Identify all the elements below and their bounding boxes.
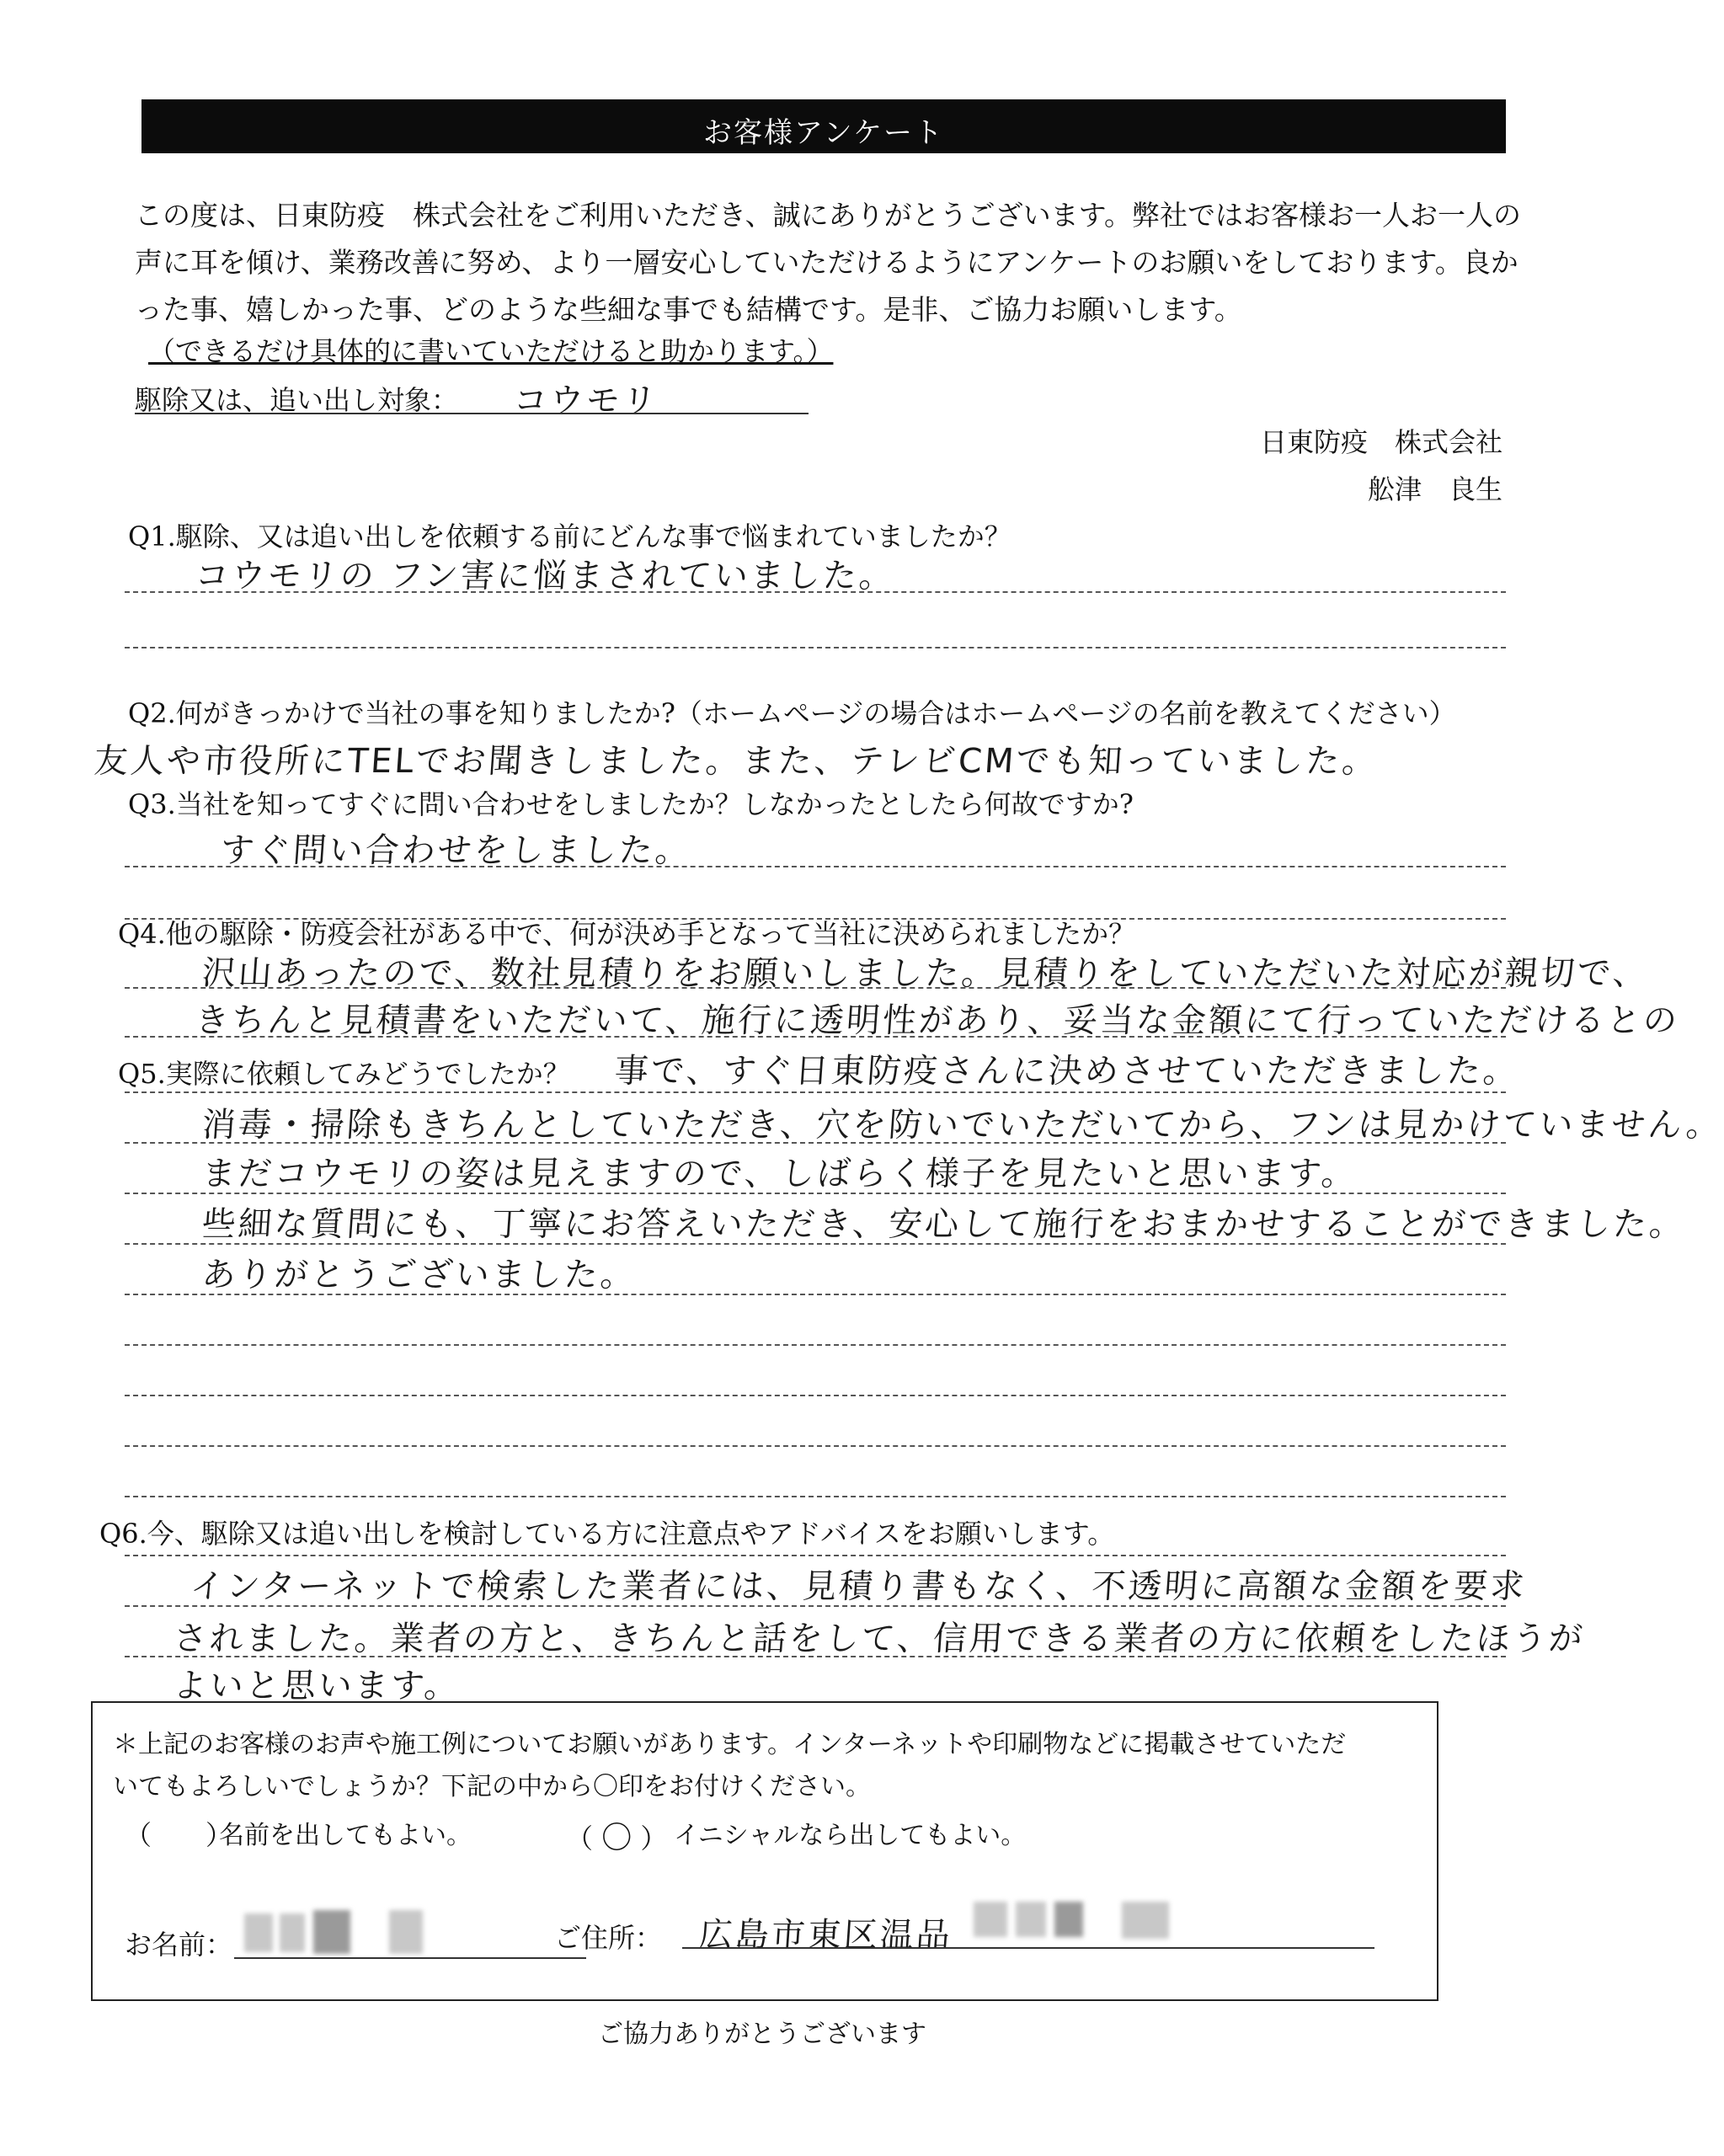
question-3: Q3.当社を知ってすぐに問い合わせをしましたか？しなかったとしたら何故ですか? xyxy=(128,788,1134,820)
answer-line xyxy=(125,1193,1506,1194)
option-name-checkbox[interactable]: （ ） xyxy=(125,1819,233,1851)
answer-line xyxy=(125,1555,1506,1556)
answer-2-line-1: 友人や市役所にTELでお聞きしました。また、テレビCMでも知っていました。 xyxy=(93,742,1380,781)
answer-line xyxy=(125,1294,1506,1295)
answer-line xyxy=(125,1142,1506,1144)
address-value: 広島市東区温品 xyxy=(697,1916,954,1955)
page-title: お客様アンケート xyxy=(703,116,944,150)
answer-line xyxy=(125,1395,1506,1396)
answer-5-line-4: ありがとうございました。 xyxy=(200,1256,638,1294)
redacted-address xyxy=(1122,1902,1169,1939)
header-bar xyxy=(141,99,1506,153)
question-1: Q1.駆除、又は追い出しを依頼する前にどんな事で悩まれていましたか？ xyxy=(128,520,1011,552)
answer-3-line-1: すぐ問い合わせをしました。 xyxy=(219,831,693,870)
answer-line xyxy=(125,1496,1506,1497)
target-label: 駆除又は、追い出し対象： xyxy=(135,384,459,416)
address-underline xyxy=(682,1947,1374,1949)
name-underline xyxy=(234,1957,586,1959)
address-label: ご住所： xyxy=(554,1922,663,1954)
answer-line xyxy=(125,866,1506,867)
answer-line xyxy=(125,1605,1506,1607)
answer-line xyxy=(125,1091,1506,1093)
redacted-address xyxy=(1016,1902,1046,1937)
name-label: お名前： xyxy=(125,1929,233,1961)
answer-5-line-2: まだコウモリの姿は見えますので、しばらく様子を見たいと思います。 xyxy=(200,1155,1359,1193)
answer-6-line-1: インターネットで検索した業者には、見積り書もなく、不透明に高額な金額を要求 xyxy=(189,1567,1528,1606)
answer-line xyxy=(125,1036,1506,1038)
target-value: コウモリ xyxy=(512,382,660,420)
intro-line-2: 声に耳を傾け、業務改善に努め、より一層安心していただけるようにアンケートのお願いをしております。良か xyxy=(135,246,1519,279)
company-name: 日東防疫 株式会社 xyxy=(1259,426,1502,458)
answer-line xyxy=(125,1243,1506,1245)
intro-note: （できるだけ具体的に書いていただけると助かります。） xyxy=(148,335,834,367)
answer-4-line-3: 事で、すぐ日東防疫さんに決めさせていただきました。 xyxy=(613,1052,1521,1091)
answer-line xyxy=(125,647,1506,648)
option-initial-label: イニシャルなら出してもよい。 xyxy=(674,1821,1027,1850)
redacted-address xyxy=(974,1902,1007,1937)
question-4: Q4.他の駆除・防疫会社がある中で、何が決め手となって当社に決められましたか？ xyxy=(118,918,1136,950)
redacted-address xyxy=(1054,1902,1083,1937)
answer-1-line-1: コウモリの フン害に悩まされていました。 xyxy=(194,557,897,595)
answer-6-line-3: よいと思います。 xyxy=(172,1667,462,1705)
option-initial-checkbox[interactable]: （ 〇 ） xyxy=(566,1821,668,1855)
consent-line-1: ＊上記のお客様のお声や施工例についてお願いがあります。インターネットや印刷物などに掲載させていただ xyxy=(113,1730,1347,1759)
footer-thanks: ご協力ありがとうございます xyxy=(598,2020,926,2049)
consent-line-2: いてもよろしいでしょうか？下記の中から〇印をお付けください。 xyxy=(113,1772,871,1801)
redacted-name xyxy=(389,1910,423,1954)
redacted-name xyxy=(313,1910,350,1954)
intro-line-3: った事、嬉しかった事、どのような些細な事でも結構です。是非、ご協力お願いします。 xyxy=(135,293,1242,326)
question-2: Q2.何がきっかけで当社の事を知りましたか?（ホームページの場合はホームページの名前を教えてください） xyxy=(128,697,1456,729)
answer-4-line-1: 沢山あったので、数社見積りをお願いしました。見積りをしていただいた対応が親切で、 xyxy=(200,954,1651,993)
redacted-name xyxy=(280,1913,305,1952)
answer-line xyxy=(125,1445,1506,1447)
redacted-name xyxy=(244,1913,273,1952)
question-5: Q5.実際に依頼してみどうでしたか？ xyxy=(118,1058,570,1090)
answer-5-line-1: 消毒・掃除もきちんとしていただき、穴を防いでいただいてから、フンは見かけていません。 xyxy=(200,1106,1724,1145)
answer-line xyxy=(125,1344,1506,1346)
answer-line xyxy=(125,591,1506,593)
target-underline xyxy=(135,413,809,414)
consent-box xyxy=(91,1701,1438,2001)
selected-circle-mark: 〇 xyxy=(601,1821,632,1855)
answer-4-line-2: きちんと見積書をいただいて、施行に透明性があり、妥当な金額にて行っていただけるとの xyxy=(194,1001,1681,1040)
answer-5-line-3: 些細な質問にも、丁寧にお答えいただき、安心して施行をおまかせすることができました。 xyxy=(200,1205,1687,1244)
company-person: 舩津 良生 xyxy=(1367,473,1502,505)
question-6: Q6.今、駆除又は追い出しを検討している方に注意点やアドバイスをお願いします。 xyxy=(99,1518,1115,1550)
answer-6-line-2: されました。業者の方と、きちんと話をして、信用できる業者の方に依頼をしたほうが xyxy=(172,1620,1587,1658)
intro-line-1: この度は、日東防疫 株式会社をご利用いただき、誠にありがとうございます。弊社ではお客様お一人お一人の xyxy=(135,199,1522,232)
option-name-label: 名前を出してもよい。 xyxy=(219,1821,472,1850)
answer-line xyxy=(125,987,1506,989)
answer-line xyxy=(125,1656,1506,1657)
